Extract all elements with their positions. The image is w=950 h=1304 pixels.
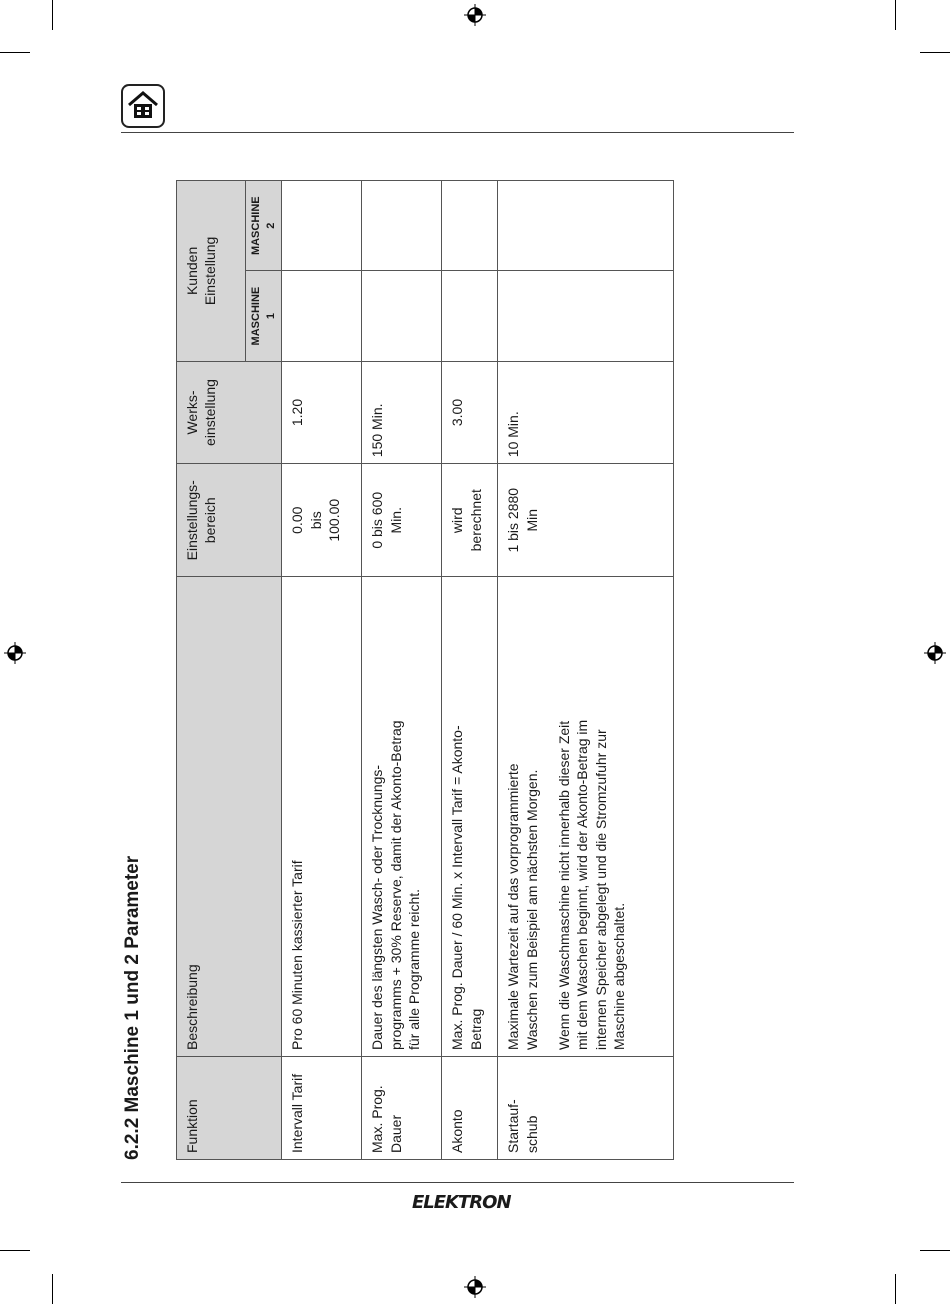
cell-maschine-2[interactable] <box>282 181 362 271</box>
cell-beschreibung <box>498 577 674 1057</box>
crop-mark <box>52 1274 53 1304</box>
crop-mark <box>895 1274 896 1304</box>
crop-mark <box>0 52 30 53</box>
crop-mark <box>920 52 950 53</box>
cell-maschine-1[interactable] <box>362 271 442 361</box>
cell-maschine-2[interactable] <box>362 181 442 271</box>
cell-funktion: Intervall Tarif <box>282 1057 362 1160</box>
cell-funktion: Akonto <box>442 1057 498 1160</box>
cell-maschine-2[interactable] <box>442 181 498 271</box>
cell-funktion: Startauf- schub <box>498 1057 674 1160</box>
crop-mark <box>0 1250 30 1251</box>
header-kundeneinstellung: Kunden Einstellung <box>177 181 246 362</box>
cell-werkseinstellung: 3.00 <box>442 361 498 463</box>
parameter-table <box>176 180 674 1160</box>
cell-bereich: 1 bis 2880 Min <box>498 464 674 577</box>
building-icon <box>123 86 163 126</box>
cell-maschine-1[interactable] <box>442 271 498 361</box>
cell-beschreibung: Dauer des längsten Wasch- oder Trocknungs- programms + 30% Reserve, damit der Akonto-Betrag für alle Programme reicht. <box>362 577 442 1057</box>
table-header-row <box>177 181 246 1160</box>
registration-mark-icon <box>924 642 946 664</box>
registration-mark-icon <box>4 642 26 664</box>
crop-mark <box>920 1250 950 1251</box>
beschreibung-paragraph: Maximale Wartezeit auf das vorprogrammierte Waschen zum Beispiel am nächsten Morgen. <box>505 763 540 1050</box>
rotated-content <box>120 180 690 1180</box>
section-title: 6.2.2 Maschine 1 und 2 Parameter <box>122 855 143 1160</box>
cell-werkseinstellung: 150 Min. <box>362 361 442 463</box>
crop-mark <box>52 0 53 30</box>
beschreibung-paragraph: Wenn die Waschmaschine nicht innerhalb dieser Zeit mit dem Waschen beginnt, wird der Akonto-Betrag im internen Speicher abgelegt und die Stromzufuhr zur Maschine abgeschaltet. <box>555 719 628 1050</box>
header-rule <box>121 132 794 133</box>
footer-rule <box>121 1182 794 1183</box>
table-row <box>282 181 362 1160</box>
header-beschreibung: Beschreibung <box>177 577 282 1057</box>
table-row <box>442 181 498 1160</box>
cell-beschreibung: Max. Prog. Dauer / 60 Min. x Intervall Tarif = Akonto- Betrag <box>442 577 498 1057</box>
table-row <box>498 181 674 1160</box>
header-werkseinstellung: Werks- einstellung <box>177 361 282 463</box>
cell-werkseinstellung: 10 Min. <box>498 361 674 463</box>
registration-mark-icon <box>464 4 486 26</box>
registration-mark-icon <box>464 1276 486 1298</box>
cell-funktion: Max. Prog. Dauer <box>362 1057 442 1160</box>
table-row <box>362 181 442 1160</box>
header-maschine-2: MASCHINE 2 <box>246 181 282 271</box>
home-icon[interactable] <box>121 84 165 128</box>
cell-bereich: 0.00 bis 100.00 <box>282 464 362 577</box>
crop-mark <box>895 0 896 30</box>
cell-maschine-1[interactable] <box>498 271 674 361</box>
cell-werkseinstellung: 1.20 <box>282 361 362 463</box>
cell-bereich: 0 bis 600 Min. <box>362 464 442 577</box>
header-maschine-1: MASCHINE 1 <box>246 271 282 361</box>
brand-logo: ELEKTRON <box>412 1192 511 1213</box>
cell-beschreibung: Pro 60 Minuten kassierter Tarif <box>282 577 362 1057</box>
paragraph-spacer <box>541 583 555 1050</box>
cell-maschine-2[interactable] <box>498 181 674 271</box>
cell-bereich: wird berechnet <box>442 464 498 577</box>
header-bereich: Einstellungs- bereich <box>177 464 282 577</box>
cell-maschine-1[interactable] <box>282 271 362 361</box>
header-funktion: Funktion <box>177 1057 282 1160</box>
